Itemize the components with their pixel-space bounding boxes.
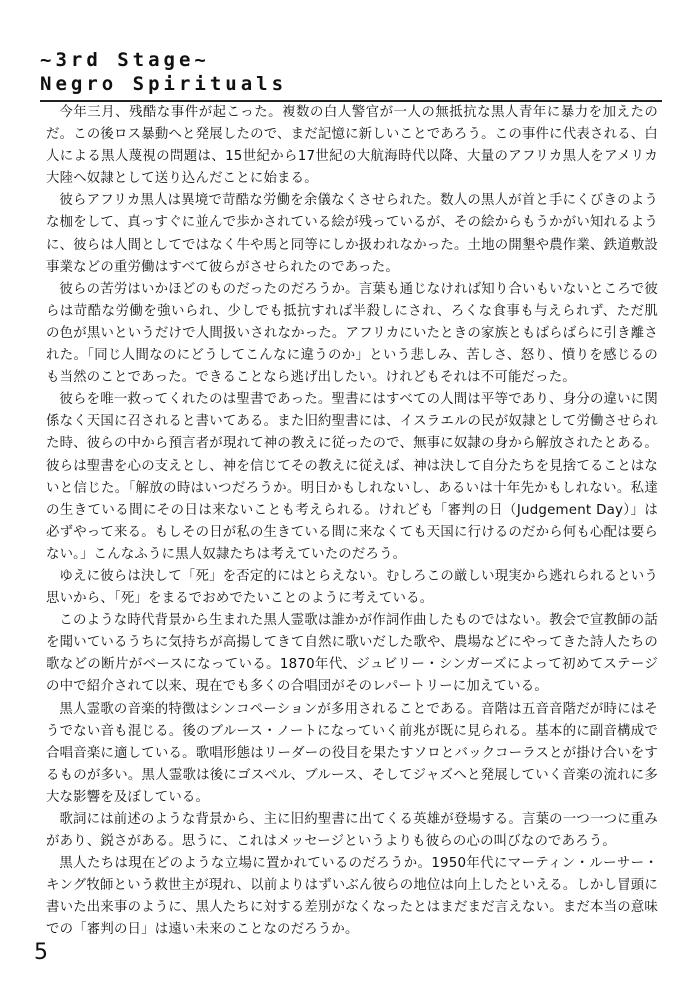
paragraph-5: ゆえに彼らは決して「死」を否定的にはとらえない。むしろこの厳しい現実から逃れられるという思いから、「死」をまるでおめでたいことのように考えている。 — [46, 568, 658, 607]
paragraph-7: 黒人霊歌の音楽的特徴はシンコペーションが多用されることである。音階は五音音階だが時にはそうでない音も混じる。後のブルース・ノートになっていく前兆が既に見られる。基本的に副音構成で合唱音楽に適している。歌唱形態はリーダーの役目を果たすソロとバックコーラスとが掛け合いをするものが多い。黒人霊歌は後にゴスペル、ブルース、そしてジャズへと発展していく音楽の流れに多大な影響を及ぼしている。 — [46, 701, 658, 805]
stage-title: ~3rd Stage~ — [40, 49, 210, 71]
paragraph-4: 彼らを唯一救ってくれたのは聖書であった。聖書にはすべての人間は平等であり、身分の違いに関係なく天国に召されると書いてある。また旧約聖書には、イスラエルの民が奴隷として労働させられた時、彼らの中から預言者が現れて神の教えに従ったので、無事に奴隷の身から解放されたとある。彼らは聖書を心の支えとし、神を信じてその教えに従えば、神は決して自分たちを見捨てることはないと信じた。「解放の時はいつだろうか。明日かもしれないし、あるいは十年先かもしれない。私達の生きている間にその日は来ないことも考えられる。けれども「審判の日（Judgement Day）」は必ずやって来る。もしその日が私の生きている間に来なくても天国に行けるのだから何も心配は要らない。」こんなふうに黒人奴隷たちは考えていたのだろう。 — [46, 392, 658, 562]
paragraph-3: 彼らの苦労はいかほどのものだったのだろうか。言葉も通じなければ知り合いもいないところで彼らは苛酷な労働を強いられ、少しでも抵抗すれば半殺しにされ、ろくな食事も与えられず、ただ肌の色が黒いというだけで人間扱いされなかった。アフリカにいたときの家族ともばらばらに引き離された。「同じ人間なのにどうしてこんなに違うのか」という悲しみ、苦しさ、怒り、憤りを感じるのも当然のことであった。できることなら逃げ出したい。けれどもそれは不可能だった。 — [46, 281, 658, 386]
section-title: Negro Spirituals — [40, 73, 288, 95]
page-header — [40, 48, 660, 102]
article-body — [46, 102, 658, 942]
paragraph-6: このような時代背景から生まれた黒人霊歌は誰かが作詞作曲したものではない。教会で宣教師の話を聞いているうちに気持ちが高揚してきて自然に歌いだした歌や、農場などにやってきた詩人たちの歌などの断片がベースになっている。1870年代、ジュビリー・シンガーズによって初めてステージの中で紹介されて以来、現在でも多くの合唱団がそのレパートリーに加えている。 — [46, 613, 658, 695]
paragraph-8: 歌詞には前述のような背景から、主に旧約聖書に出てくる英雄が登場する。言葉の一つ一つに重みがあり、鋭さがある。思うに、これはメッセージというよりも彼らの心の叫びなのであろう。 — [46, 812, 658, 850]
paragraph-2: 彼らアフリカ黒人は異境で苛酷な労働を余儀なくさせられた。数人の黒人が首と手にくびきのような枷をして、真っすぐに並んで歩かされている絵が残っているが、その絵からもうかがい知れるように、彼らは人間としてではなく牛や馬と同等にしか扱われなかった。土地の開墾や農作業、鉄道敷設事業などの重労働はすべて彼らがさせられたのであった。 — [46, 193, 658, 275]
paragraph-9: 黒人たちは現在どのような立場に置かれているのだろうか。1950年代にマーティン・ルーサー・キング牧師という救世主が現れ、以前よりはずいぶん彼らの地位は向上したといえる。しかし冒頭に書いた出来事のように、黒人たちに対する差別がなくなったとはまだまだ言えない。まだ本当の意味での「審判の日」は遠い未来のことなのだろうか。 — [46, 856, 658, 938]
paragraph-1: 今年三月、残酷な事件が起こった。複数の白人警官が一人の無抵抗な黒人青年に暴力を加えたのだ。この後ロス暴動へと発展したので、まだ記憶に新しいことであろう。この事件に代表される、白人による黒人蔑視の問題は、15世紀から17世紀の大航海時代以降、大量のアフリカ黒人をアメリカ大陸へ奴隷として送り込んだことに始まる。 — [46, 105, 658, 187]
page-number: 5 — [34, 940, 48, 965]
